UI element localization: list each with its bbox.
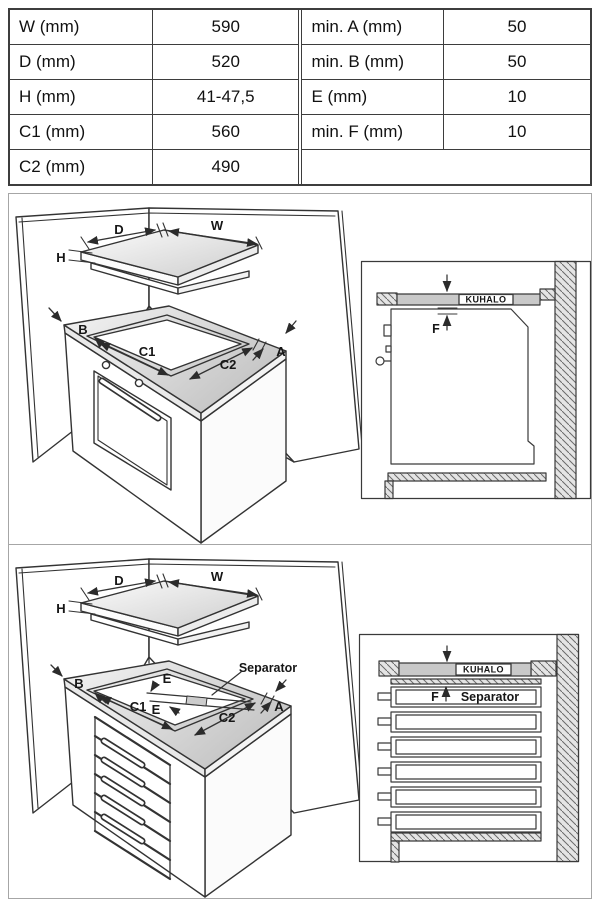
label-c2: C2 <box>219 357 237 372</box>
worktop-section-left <box>377 293 397 305</box>
inset-separator-label: Separator <box>460 690 520 704</box>
oven-section-outline <box>391 309 534 464</box>
label-d: D <box>114 222 124 237</box>
label-w: W <box>210 218 224 233</box>
oven-knob <box>376 357 384 365</box>
dim-label-min-f: min. F (mm) <box>302 115 443 150</box>
oven-knob <box>135 379 142 386</box>
dim-label-c2: C2 (mm) <box>9 150 152 186</box>
dim-value-min-a: 50 <box>443 9 591 45</box>
dim-label-d: D (mm) <box>9 45 152 80</box>
label-d: D <box>114 573 124 588</box>
dim-label-e: E (mm) <box>302 80 443 115</box>
dim-value-min-b: 50 <box>443 45 591 80</box>
hob-label: KUHALO <box>465 294 507 305</box>
dim-value-d: 520 <box>152 45 299 80</box>
label-w: W <box>210 569 224 584</box>
dim-label-c1: C1 (mm) <box>9 115 152 150</box>
hob-label: KUHALO <box>463 664 504 675</box>
label-f: F <box>432 322 440 336</box>
table-row <box>9 9 591 45</box>
cabinet-bottom-section <box>391 833 541 841</box>
label-e-top: E <box>162 671 172 686</box>
label-h: H <box>56 601 66 616</box>
dim-label-min-a: min. A (mm) <box>302 9 443 45</box>
worktop-section-left <box>379 661 399 676</box>
dim-value-e: 10 <box>443 80 591 115</box>
label-h: H <box>56 250 66 265</box>
figure1-panel <box>8 193 592 545</box>
label-c2: C2 <box>218 710 236 725</box>
wall-section <box>557 635 579 862</box>
label-a: A <box>274 699 284 714</box>
label-c1: C1 <box>129 699 147 714</box>
dim-label-h: H (mm) <box>9 80 152 115</box>
dim-label-w: W (mm) <box>9 9 152 45</box>
dim-value-c2: 490 <box>152 150 299 186</box>
dim-value-c1: 560 <box>152 115 299 150</box>
worktop-section-right <box>540 289 555 300</box>
figure2-panel <box>8 545 592 899</box>
label-separator: Separator <box>238 661 298 675</box>
oven-knob <box>102 361 109 368</box>
dim-value-w: 590 <box>152 9 299 45</box>
label-e-bottom: E <box>151 702 161 717</box>
dim-label-min-b: min. B (mm) <box>302 45 443 80</box>
cabinet-bottom-section <box>388 473 546 481</box>
figure2-installation-over-drawers <box>9 545 593 898</box>
dim-value-min-f: 10 <box>443 115 591 150</box>
figure1-installation-over-oven <box>9 194 593 544</box>
label-b: B <box>74 676 84 691</box>
label-c1: C1 <box>138 344 156 359</box>
dim-value-h: 41-47,5 <box>152 80 299 115</box>
separator-section <box>391 679 541 684</box>
worktop-section-right <box>531 661 556 676</box>
empty-cell <box>302 150 591 186</box>
wall-section <box>555 262 576 499</box>
label-a: A <box>276 344 286 359</box>
label-f: F <box>431 690 439 704</box>
dimensions-table <box>8 8 592 186</box>
label-b: B <box>78 322 88 337</box>
